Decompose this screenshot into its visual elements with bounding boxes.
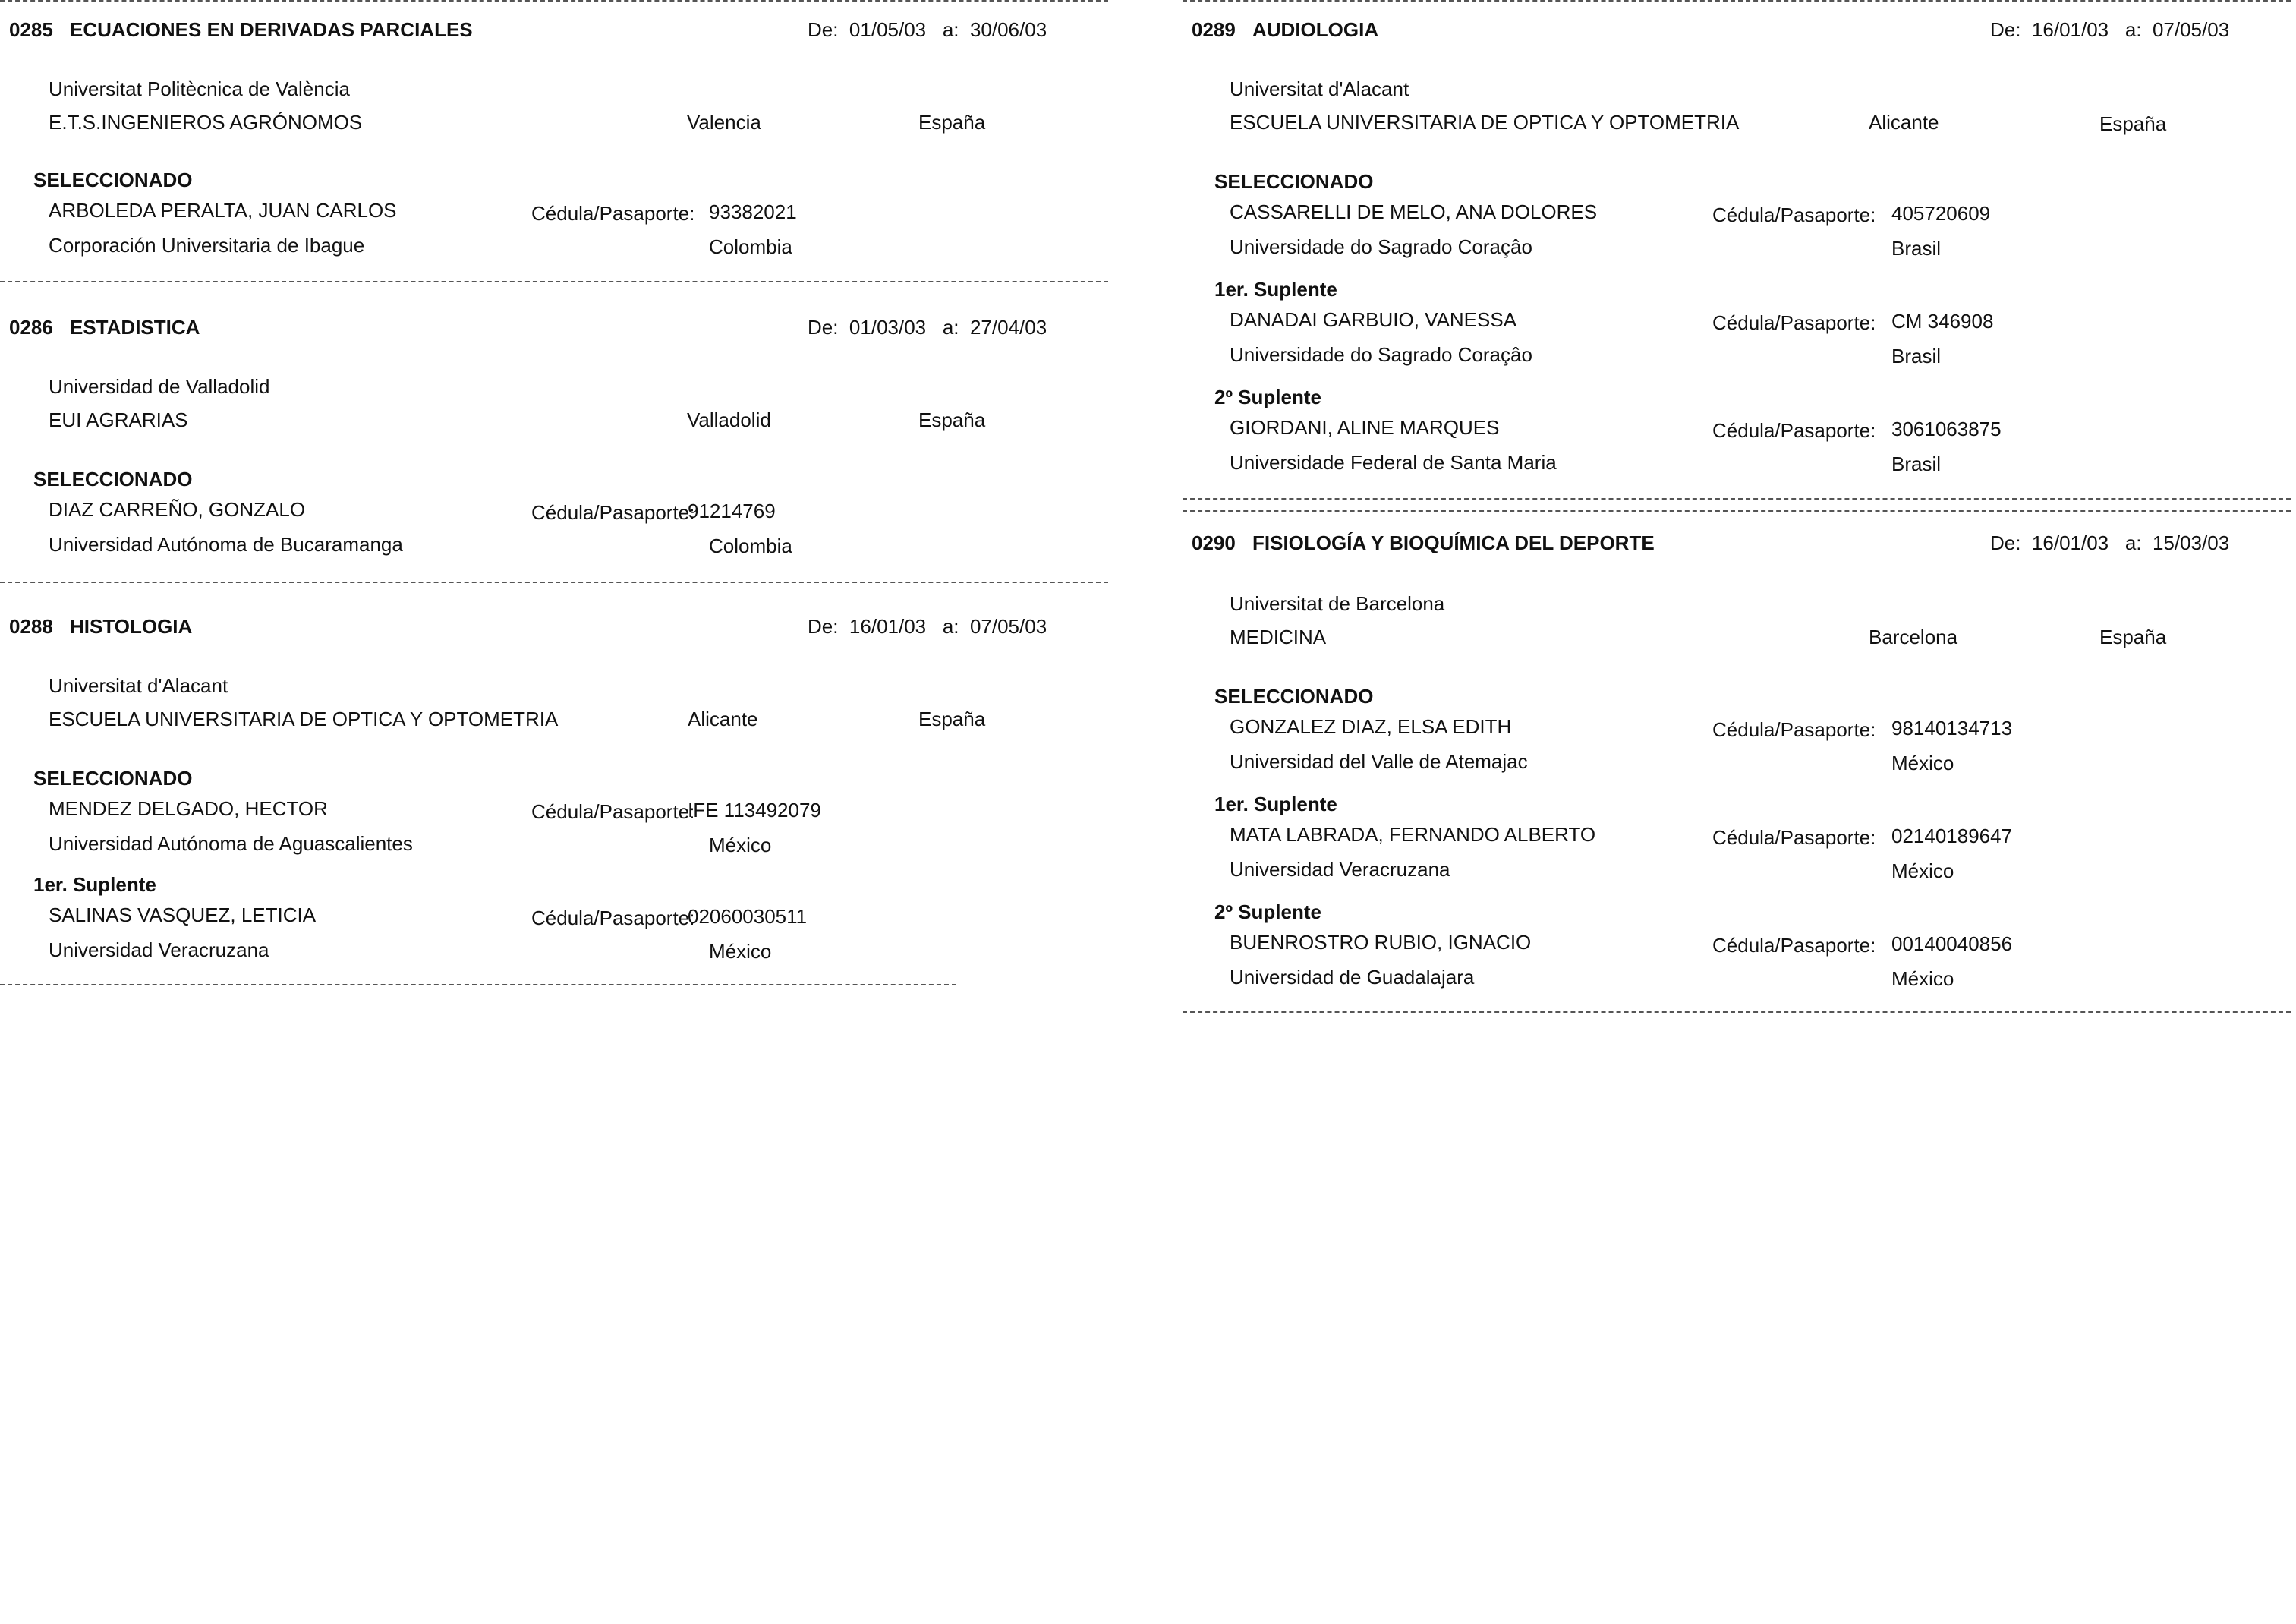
course-title: ESTADISTICA bbox=[70, 316, 200, 339]
host-university: Universitat d'Alacant bbox=[1230, 77, 1409, 100]
host-country: España bbox=[918, 111, 986, 134]
person-origin-country: Brasil bbox=[1891, 345, 1942, 367]
date-from: 16/01/03 bbox=[2031, 531, 2109, 554]
date-from: 16/01/03 bbox=[2031, 18, 2109, 41]
host-school: MEDICINA bbox=[1230, 626, 1327, 648]
person-origin-country: México bbox=[1891, 752, 1954, 774]
person-origin: Universidad Veracruzana bbox=[49, 938, 269, 961]
host-country: España bbox=[918, 708, 986, 730]
course-title: AUDIOLOGIA bbox=[1252, 18, 1379, 41]
person-name: SALINAS VASQUEZ, LETICIA bbox=[49, 903, 317, 926]
from-label: De: bbox=[808, 615, 839, 638]
to-label: a: bbox=[942, 316, 959, 339]
person-role: 1er. Suplente bbox=[1214, 278, 1337, 301]
person-name: GIORDANI, ALINE MARQUES bbox=[1230, 416, 1500, 439]
person-origin: Universidad de Guadalajara bbox=[1230, 966, 1475, 989]
person-role: 2º Suplente bbox=[1214, 900, 1321, 923]
id-label: Cédula/Pasaporte: bbox=[1712, 718, 1876, 741]
person-origin-country: México bbox=[709, 940, 772, 963]
person-id: 02140189647 bbox=[1891, 825, 2013, 847]
course-block-0286 bbox=[0, 298, 1101, 594]
separator-line bbox=[0, 984, 956, 985]
separator-line bbox=[0, 281, 1108, 282]
person-id: CM 346908 bbox=[1891, 310, 1994, 333]
date-to: 07/05/03 bbox=[2152, 18, 2230, 41]
course-block-0289 bbox=[1183, 0, 2283, 501]
course-header bbox=[9, 18, 1102, 46]
person-origin: Universidad Veracruzana bbox=[1230, 858, 1450, 881]
host-city: Alicante bbox=[1869, 111, 1939, 134]
separator-line bbox=[0, 0, 1108, 2]
date-to: 30/06/03 bbox=[969, 18, 1047, 41]
id-label: Cédula/Pasaporte: bbox=[1712, 311, 1876, 334]
person-origin: Universidade do Sagrado Coraçâo bbox=[1230, 343, 1532, 366]
course-title: ECUACIONES EN DERIVADAS PARCIALES bbox=[70, 18, 473, 41]
to-label: a: bbox=[942, 18, 959, 41]
course-dates bbox=[808, 316, 1047, 339]
course-header bbox=[1192, 531, 2285, 559]
course-dates bbox=[808, 18, 1047, 42]
host-school: EUI AGRARIAS bbox=[49, 408, 188, 431]
person-origin: Universidad Autónoma de Aguascalientes bbox=[49, 832, 413, 855]
person-origin-country: México bbox=[1891, 859, 1954, 882]
person-origin-country: Brasil bbox=[1891, 237, 1942, 260]
course-header bbox=[1192, 18, 2285, 46]
host-city: Barcelona bbox=[1869, 626, 1958, 648]
separator-line bbox=[1183, 498, 2291, 500]
id-label: Cédula/Pasaporte: bbox=[531, 907, 695, 929]
person-role: 2º Suplente bbox=[1214, 386, 1321, 408]
separator-line bbox=[1183, 510, 2291, 512]
id-label: Cédula/Pasaporte: bbox=[531, 202, 695, 225]
person-name: MENDEZ DELGADO, HECTOR bbox=[49, 797, 328, 820]
person-id: 98140134713 bbox=[1891, 717, 2013, 739]
person-name: BUENROSTRO RUBIO, IGNACIO bbox=[1230, 931, 1532, 954]
person-id: 02060030511 bbox=[688, 905, 808, 928]
person-name: MATA LABRADA, FERNANDO ALBERTO bbox=[1230, 823, 1596, 846]
date-to: 27/04/03 bbox=[969, 316, 1047, 339]
separator-line bbox=[0, 582, 1108, 583]
person-origin: Universidade do Sagrado Coraçâo bbox=[1230, 235, 1532, 258]
host-university: Universitat d'Alacant bbox=[49, 674, 228, 697]
person-id: IFE 113492079 bbox=[688, 799, 821, 821]
person-id: 3061063875 bbox=[1891, 418, 2002, 440]
from-label: De: bbox=[808, 18, 839, 41]
person-role: 1er. Suplente bbox=[1214, 793, 1337, 815]
person-name: CASSARELLI DE MELO, ANA DOLORES bbox=[1230, 200, 1598, 223]
host-city: Valencia bbox=[687, 111, 761, 134]
person-role: SELECCIONADO bbox=[1214, 685, 1374, 708]
date-to: 15/03/03 bbox=[2152, 531, 2230, 554]
host-city: Valladolid bbox=[687, 408, 771, 431]
person-role: SELECCIONADO bbox=[1214, 170, 1374, 193]
id-label: Cédula/Pasaporte: bbox=[531, 800, 695, 823]
course-block-0285 bbox=[0, 0, 1101, 296]
course-dates bbox=[1990, 531, 2229, 555]
person-origin-country: México bbox=[709, 834, 772, 856]
date-to: 07/05/03 bbox=[969, 615, 1047, 638]
person-name: GONZALEZ DIAZ, ELSA EDITH bbox=[1230, 715, 1512, 738]
host-country: España bbox=[2099, 112, 2167, 135]
from-label: De: bbox=[808, 316, 839, 339]
course-dates bbox=[1990, 18, 2229, 42]
person-origin: Universidad Autónoma de Bucaramanga bbox=[49, 533, 403, 556]
course-dates bbox=[808, 615, 1047, 639]
person-origin: Universidade Federal de Santa Maria bbox=[1230, 451, 1557, 474]
person-origin: Universidad del Valle de Atemajac bbox=[1230, 750, 1528, 773]
host-school: E.T.S.INGENIEROS AGRÓNOMOS bbox=[49, 111, 363, 134]
to-label: a: bbox=[942, 615, 959, 638]
course-header bbox=[9, 615, 1102, 642]
host-city: Alicante bbox=[688, 708, 758, 730]
course-title: HISTOLOGIA bbox=[70, 615, 193, 638]
host-country: España bbox=[2099, 626, 2167, 648]
person-origin-country: Brasil bbox=[1891, 453, 1942, 475]
course-header bbox=[9, 316, 1102, 343]
person-id: 00140040856 bbox=[1891, 932, 2013, 955]
course-code: 0289 bbox=[1192, 18, 1236, 41]
course-block-0288 bbox=[0, 597, 1101, 999]
separator-line bbox=[1183, 0, 2291, 2]
id-label: Cédula/Pasaporte: bbox=[1712, 934, 1876, 957]
person-origin-country: Colombia bbox=[709, 235, 792, 258]
host-university: Universidad de Valladolid bbox=[49, 375, 270, 398]
date-from: 01/03/03 bbox=[849, 316, 927, 339]
person-id: 93382021 bbox=[709, 200, 797, 223]
id-label: Cédula/Pasaporte: bbox=[1712, 826, 1876, 849]
id-label: Cédula/Pasaporte: bbox=[1712, 419, 1876, 442]
course-title: FISIOLOGÍA Y BIOQUÍMICA DEL DEPORTE bbox=[1252, 531, 1655, 554]
person-name: ARBOLEDA PERALTA, JUAN CARLOS bbox=[49, 199, 397, 222]
person-role: SELECCIONADO bbox=[33, 169, 193, 191]
person-id: 91214769 bbox=[688, 500, 776, 522]
separator-line bbox=[1183, 1011, 2291, 1013]
person-origin-country: México bbox=[1891, 967, 1954, 990]
course-block-0290 bbox=[1183, 513, 2283, 1030]
host-school: ESCUELA UNIVERSITARIA DE OPTICA Y OPTOMETRIA bbox=[1230, 111, 1740, 134]
id-label: Cédula/Pasaporte: bbox=[531, 501, 695, 524]
from-label: De: bbox=[1990, 18, 2021, 41]
person-role: SELECCIONADO bbox=[33, 468, 193, 490]
to-label: a: bbox=[2124, 18, 2142, 41]
from-label: De: bbox=[1990, 531, 2021, 554]
host-university: Universitat de Barcelona bbox=[1230, 592, 1445, 615]
course-code: 0286 bbox=[9, 316, 53, 339]
course-code: 0288 bbox=[9, 615, 53, 638]
person-origin-country: Colombia bbox=[709, 535, 792, 557]
host-country: España bbox=[918, 408, 986, 431]
person-name: DANADAI GARBUIO, VANESSA bbox=[1230, 308, 1517, 331]
course-code: 0285 bbox=[9, 18, 53, 41]
date-from: 01/05/03 bbox=[849, 18, 927, 41]
person-id: 405720609 bbox=[1891, 202, 1991, 225]
host-school: ESCUELA UNIVERSITARIA DE OPTICA Y OPTOMETRIA bbox=[49, 708, 559, 730]
id-label: Cédula/Pasaporte: bbox=[1712, 203, 1876, 226]
person-origin: Corporación Universitaria de Ibague bbox=[49, 234, 365, 257]
course-code: 0290 bbox=[1192, 531, 1236, 554]
person-name: DIAZ CARREÑO, GONZALO bbox=[49, 498, 306, 521]
to-label: a: bbox=[2124, 531, 2142, 554]
date-from: 16/01/03 bbox=[849, 615, 927, 638]
person-role: SELECCIONADO bbox=[33, 767, 193, 790]
host-university: Universitat Politècnica de València bbox=[49, 77, 350, 100]
person-role: 1er. Suplente bbox=[33, 873, 156, 896]
